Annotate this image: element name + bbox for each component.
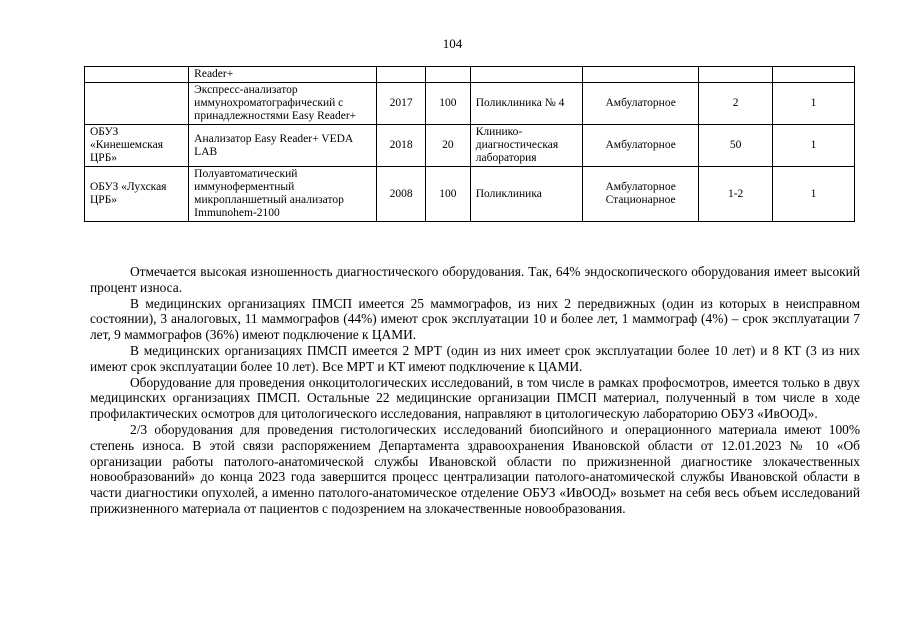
cell-wear: 20 [426, 125, 471, 167]
paragraph: В медицинских организациях ПМСП имеется 2 МРТ (один из них имеет срок эксплуатации более 10 лет) и 8 КТ (3 из них имеют срок эксплуатации более 10 лет). Все МРТ и КТ имеют подключение к ЦАМИ. [90, 342, 860, 374]
cell-qty: 2 [699, 83, 773, 125]
cell-place [470, 67, 582, 83]
cell-last: 1 [773, 167, 855, 222]
cell-year: 2008 [377, 167, 426, 222]
cell-qty: 1-2 [699, 167, 773, 222]
paragraph: Оборудование для проведения онкоцитологических исследований, в том числе в рамках профосмотров, имеется только в двух медицинских организациях ПМСП. Остальные 22 медицинские организации ПМСП материал, полученный в том числе в ходе профилактических осмотров для цитологического исследования, направляют в цитологическую лабораторию ОБУЗ «ИвООД». [90, 374, 860, 422]
cell-mode: Амбулаторное Стационарное [583, 167, 699, 222]
cell-org: ОБУЗ «Кинешемская ЦРБ» [85, 125, 189, 167]
cell-org [85, 83, 189, 125]
cell-place: Поликлиника № 4 [470, 83, 582, 125]
equipment-table [84, 66, 855, 222]
cell-org: ОБУЗ «Лухская ЦРБ» [85, 167, 189, 222]
cell-wear: 100 [426, 167, 471, 222]
cell-year [377, 67, 426, 83]
paragraph: 2/3 оборудования для проведения гистологических исследований биопсийного и операционного материала имеют 100% степень износа. В этой связи распоряжением Департамента здравоохранения Ивановской области от 12.01.2023 № 10 «Об организации работы патолого-анатомической службы Ивановской области по прижизненной диагностике злокачественных новообразований» до конца 2023 года завершится процесс централизации патолого-анатомической службы Ивановской области в части диагностики опухолей, а именно патолого-анатомическое отделение ОБУЗ «ИвООД» возьмет на себя весь объем исследований прижизненного материала от пациентов с подозрением на злокачественные новообразования. [90, 421, 860, 516]
cell-org [85, 67, 189, 83]
cell-name: Анализатор Easy Reader+ VEDA LAB [189, 125, 377, 167]
cell-place: Поликлиника [470, 167, 582, 222]
cell-mode [583, 67, 699, 83]
table-row [85, 67, 855, 83]
cell-wear: 100 [426, 83, 471, 125]
cell-name: Полуавтоматический иммуноферментный микропланшетный анализатор Immunohem-2100 [189, 167, 377, 222]
table-row [85, 83, 855, 125]
body-text [90, 264, 860, 517]
cell-qty: 50 [699, 125, 773, 167]
cell-wear [426, 67, 471, 83]
cell-last [773, 67, 855, 83]
cell-year: 2018 [377, 125, 426, 167]
cell-qty [699, 67, 773, 83]
cell-last: 1 [773, 125, 855, 167]
paragraph: Отмечается высокая изношенность диагностического оборудования. Так, 64% эндоскопического оборудования имеет высокий процент износа. [90, 264, 860, 295]
cell-name: Экспресс-анализатор иммунохроматографический с принадлежностями Easy Reader+ [189, 83, 377, 125]
cell-place: Клинико-диагностическая лаборатория [470, 125, 582, 167]
paragraph: В медицинских организациях ПМСП имеется 25 маммографов, из них 2 передвижных (один из которых в неисправном состоянии), 3 аналоговых, 11 маммографов (44%) имеют срок эксплуатации 10 и более лет, 1 маммограф (4%) – срок эксплуатации 7 лет, 9 маммографов (36%) имеют подключение к ЦАМИ. [90, 295, 860, 343]
table-row [85, 167, 855, 222]
page-number: 104 [442, 36, 463, 51]
cell-name: Reader+ [189, 67, 377, 83]
cell-year: 2017 [377, 83, 426, 125]
cell-mode: Амбулаторное [583, 125, 699, 167]
cell-mode: Амбулаторное [583, 83, 699, 125]
cell-last: 1 [773, 83, 855, 125]
table-row [85, 125, 855, 167]
